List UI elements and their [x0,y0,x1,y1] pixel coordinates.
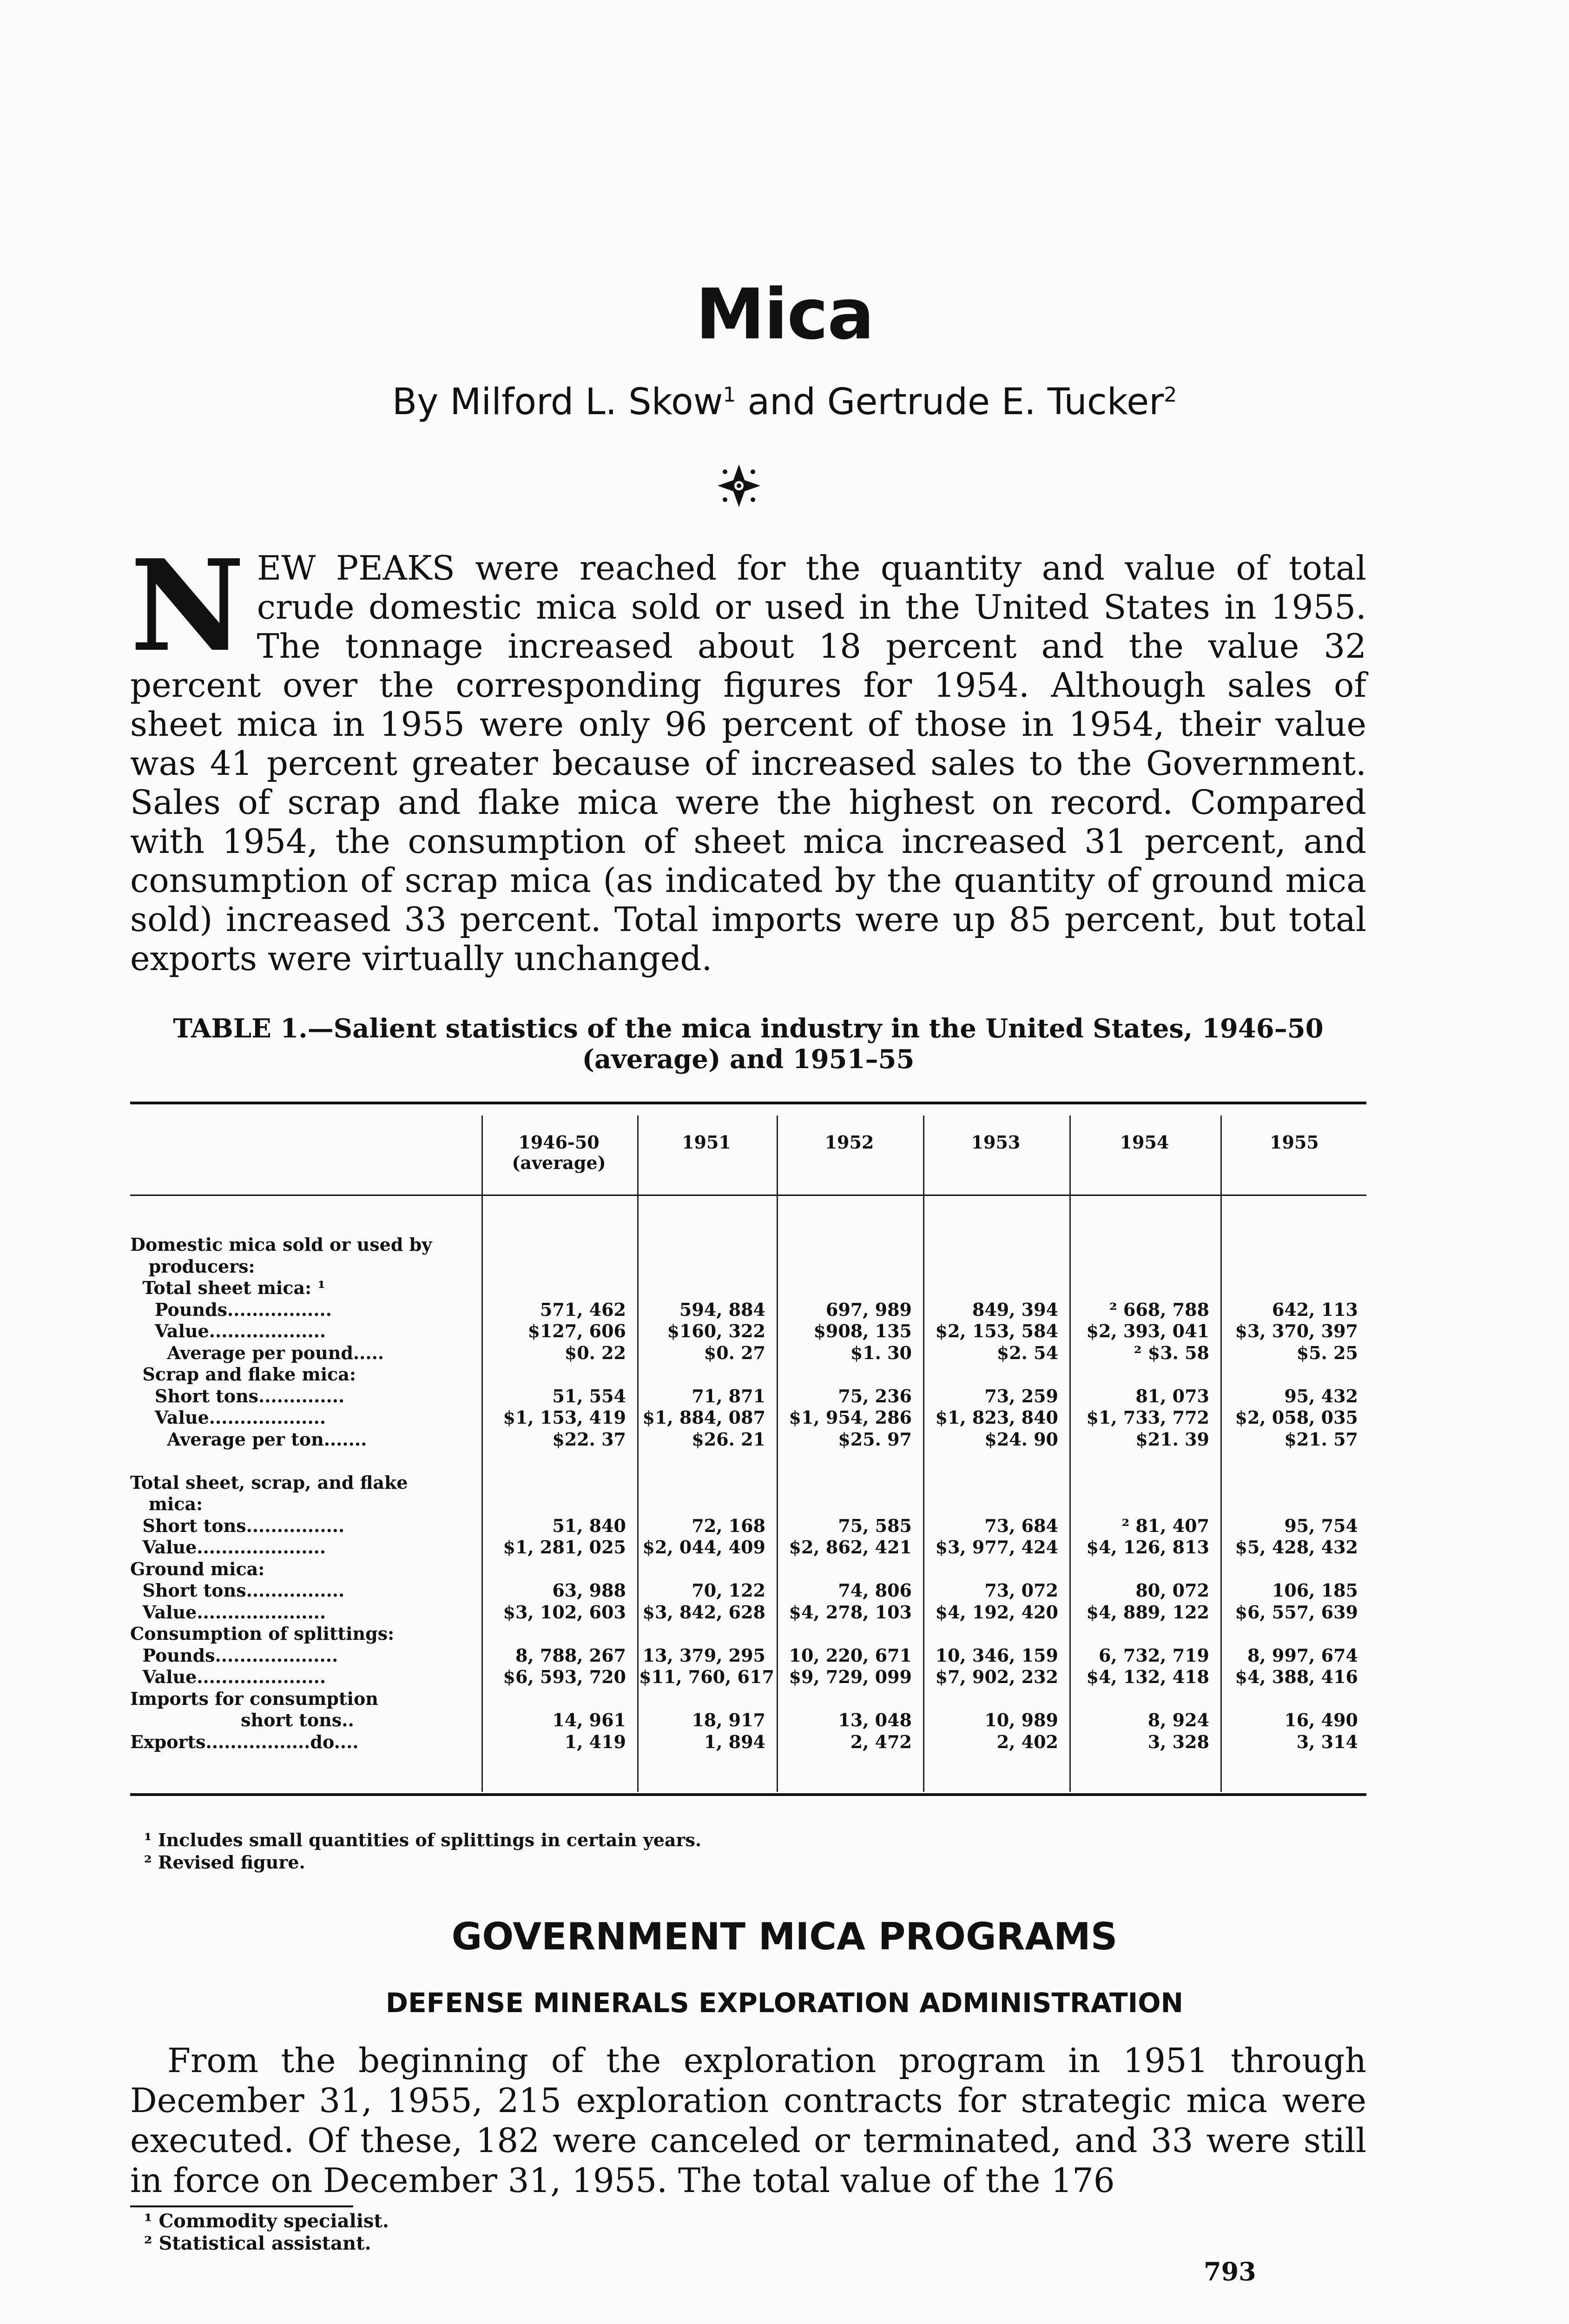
column-header-line: (average) [512,1152,606,1173]
table-footnote-1: ¹ Includes small quantities of splittings in certain years. [144,1829,702,1850]
row-label: Ground mica: [130,1558,265,1579]
row-label: Short tons.............. [130,1385,345,1406]
column-header [1222,1132,1366,1153]
table-cell: 75, 236 [838,1385,912,1406]
table-cell: $1, 153, 419 [503,1407,626,1428]
table-cell: $1. 30 [850,1342,912,1363]
table-cell: 80, 072 [1135,1580,1209,1601]
table-cell: $4, 278, 103 [789,1601,912,1623]
column-header-line: 1953 [971,1132,1021,1153]
table-cell: 16, 490 [1284,1710,1358,1730]
table-footnotes [144,1829,701,1874]
table-cell: 51, 554 [552,1385,626,1406]
row-label: Value..................... [130,1666,326,1687]
row-label: Short tons................ [130,1515,345,1536]
table-footnote-2: ² Revised figure. [144,1852,305,1873]
table-cell: 51, 840 [552,1515,626,1536]
column-header-line: 1955 [1270,1132,1319,1153]
table-cell: $2, 058, 035 [1235,1407,1358,1428]
row-label: Scrap and flake mica: [130,1364,356,1385]
table-cell: $4, 192, 420 [935,1601,1058,1623]
row-label: Average per pound..... [130,1342,384,1363]
table-cell: $4, 388, 416 [1235,1666,1358,1687]
table-cell: 95, 754 [1284,1515,1358,1536]
row-label: Average per ton....... [130,1428,367,1450]
sub-heading: DEFENSE MINERALS EXPLORATION ADMINISTRATION [385,1987,1184,2019]
table-cell: $0. 22 [564,1342,626,1363]
table-cell: 10, 989 [984,1710,1058,1730]
table-cell: 14, 961 [552,1710,626,1730]
row-label: Pounds.................... [130,1644,338,1666]
table-cell: $1, 733, 772 [1086,1407,1209,1428]
column-header [639,1132,774,1153]
table-cell: $1, 823, 840 [935,1407,1058,1428]
table-cell: 73, 072 [984,1580,1058,1601]
table-cell: $2, 393, 041 [1086,1320,1209,1341]
row-label: Short tons................ [130,1580,345,1601]
table-top-rule [130,1102,1366,1104]
table-cell: $0. 27 [704,1342,765,1363]
column-header-line: 1951 [682,1132,731,1153]
table-cell: 63, 988 [552,1580,626,1601]
row-label: Domestic mica sold or used by [130,1234,432,1255]
table-cell: 10, 346, 159 [935,1644,1058,1666]
table-cell: $2, 862, 421 [789,1537,912,1558]
table-cell: $4, 889, 122 [1086,1601,1209,1623]
column-header [1071,1132,1218,1153]
drop-cap: N [130,532,245,680]
table-cell: 3, 314 [1296,1731,1358,1752]
table-cell: $1, 281, 025 [503,1537,626,1558]
byline-author-1: By Milford L. Skow [392,381,723,423]
table-cell: 10, 220, 671 [789,1644,912,1666]
table-cell: 642, 113 [1272,1299,1358,1320]
column-header-line: 1954 [1120,1132,1169,1153]
table-cell: $6, 593, 720 [503,1666,626,1687]
footnote-marker-2: 2 [1164,383,1177,407]
row-label: short tons.. [130,1710,354,1730]
table-cell: $1, 954, 286 [789,1407,912,1428]
table-cell: $9, 729, 099 [789,1666,912,1687]
table-cell: 106, 185 [1272,1580,1358,1601]
table-cell: $3, 977, 424 [935,1537,1058,1558]
table-cell: 2, 402 [996,1731,1058,1752]
page-footnote-1: ¹ Commodity specialist. [144,2210,389,2232]
row-label: Total sheet mica: ¹ [130,1277,326,1298]
table-cell: ² 668, 788 [1109,1299,1209,1320]
table-caption-line-1: TABLE 1.—Salient statistics of the mica industry in the United States, 1946–50 [173,1013,1324,1044]
row-label: Value................... [130,1320,326,1341]
page-footnote-2: ² Statistical assistant. [144,2232,371,2254]
table-cell: 73, 684 [984,1515,1058,1536]
table-cell: 6, 732, 719 [1098,1644,1209,1666]
table-cell: $26. 21 [692,1428,765,1450]
footnote-marker-1: 1 [723,383,736,407]
ornament-icon [716,462,762,509]
column-divider [481,1116,483,1792]
footnote-rule [130,2205,353,2207]
table-cell: $4, 126, 813 [1086,1537,1209,1558]
table-cell: 2, 472 [850,1731,912,1752]
page-footnotes [144,2210,389,2255]
section-heading: GOVERNMENT MICA PROGRAMS [451,1915,1118,1958]
table-cell: $21. 39 [1135,1428,1209,1450]
statistics-table [130,1102,1366,1808]
table-cell: 571, 462 [540,1299,626,1320]
table-cell: $5. 25 [1296,1342,1358,1363]
table-cell: $25. 97 [838,1428,912,1450]
table-cell: $2, 044, 409 [642,1537,765,1558]
page-title: Mica [695,274,874,355]
table-cell: 8, 997, 674 [1247,1644,1358,1666]
page-number: 793 [1204,2257,1256,2286]
table-caption [130,1013,1366,1075]
table-cell: $6, 557, 639 [1235,1601,1358,1623]
table-cell: 1, 419 [564,1731,626,1752]
row-label: producers: [130,1255,255,1277]
table-cell: 75, 585 [838,1515,912,1536]
column-divider [1069,1116,1071,1792]
column-divider [637,1116,639,1792]
column-divider [777,1116,778,1792]
table-cell: 95, 432 [1284,1385,1358,1406]
column-header [778,1132,920,1153]
table-bottom-rule [130,1793,1366,1796]
row-label: Exports.................do.... [130,1731,359,1752]
body-paragraph: From the beginning of the exploration program in 1951 through December 31, 1955, 215 exploration contracts for strategic mica were executed. Of these, 182 were canceled or terminated, and 33 were still in force on December 31, 1955. The total value of the 176 [130,2041,1366,2200]
table-header-rule [130,1195,1366,1196]
table-cell: $24. 90 [984,1428,1058,1450]
row-label: mica: [130,1493,203,1514]
table-cell: $160, 322 [667,1320,765,1341]
row-label: Total sheet, scrap, and flake [130,1472,408,1493]
table-cell: 594, 884 [679,1299,765,1320]
table-cell: $21. 57 [1284,1428,1358,1450]
table-cell: 13, 379, 295 [642,1644,765,1666]
table-cell: 74, 806 [838,1580,912,1601]
table-cell: 8, 924 [1147,1710,1209,1730]
row-label: Consumption of splittings: [130,1623,395,1644]
table-cell: 81, 073 [1135,1385,1209,1406]
table-cell: $11, 760, 617 [639,1666,774,1687]
column-divider [1220,1116,1222,1792]
column-header-line: 1946-50 [518,1132,600,1153]
intro-paragraph [130,532,1366,978]
table-cell: $3, 102, 603 [503,1601,626,1623]
table-cell: $2, 153, 584 [935,1320,1058,1341]
table-caption-line-2: (average) and 1951–55 [582,1044,915,1075]
table-cell: $3, 370, 397 [1235,1320,1358,1341]
column-header [483,1132,634,1173]
table-cell: 849, 394 [972,1299,1058,1320]
table-cell: ² 81, 407 [1121,1515,1209,1536]
table-cell: $4, 132, 418 [1086,1666,1209,1687]
row-label: Value..................... [130,1601,326,1623]
table-cell: $127, 606 [527,1320,626,1341]
table-cell: 73, 259 [984,1385,1058,1406]
table-cell: 71, 871 [692,1385,765,1406]
table-cell: 72, 168 [692,1515,765,1536]
column-divider [923,1116,924,1792]
row-label: Imports for consumption [130,1688,378,1709]
table-cell: 3, 328 [1147,1731,1209,1752]
table-cell: 8, 788, 267 [515,1644,626,1666]
table-cell: ² $3. 58 [1134,1342,1209,1363]
table-cell: $2. 54 [996,1342,1058,1363]
byline [0,381,1569,423]
table-cell: 70, 122 [692,1580,765,1601]
table-cell: $908, 135 [813,1320,912,1341]
table-cell: 13, 048 [838,1710,912,1730]
row-label: Pounds................. [130,1299,332,1320]
table-cell: 697, 989 [825,1299,912,1320]
table-cell: 18, 917 [692,1710,765,1730]
table-cell: $22. 37 [552,1428,626,1450]
intro-text: EW PEAKS were reached for the quantity and value of total crude domestic mica sold or used in the United States in 1955. The tonnage increased about 18 percent and the value 32 percent over the corresponding figures for 1954. Although sales of sheet mica in 1955 were only 96 percent of those in 1954, their value was 41 percent greater because of increased sales to the Government. Sales of scrap and flake mica were the highest on record. Compared with 1954, the consumption of sheet mica increased 31 percent, and consumption of scrap mica (as indicated by the quantity of ground mica sold) increased 33 percent. Total imports were up 85 percent, but total exports were virtually unchanged. [130,548,1366,978]
byline-author-2: and Gertrude E. Tucker [736,381,1164,423]
table-cell: $3, 842, 628 [642,1601,765,1623]
row-label: Value................... [130,1407,326,1428]
table-cell: $1, 884, 087 [642,1407,765,1428]
row-label: Value..................... [130,1537,326,1558]
column-header-line: 1952 [824,1132,874,1153]
table-cell: $5, 428, 432 [1235,1537,1358,1558]
column-header [925,1132,1067,1153]
table-cell: 1, 894 [704,1731,765,1752]
table-cell: $7, 902, 232 [935,1666,1058,1687]
